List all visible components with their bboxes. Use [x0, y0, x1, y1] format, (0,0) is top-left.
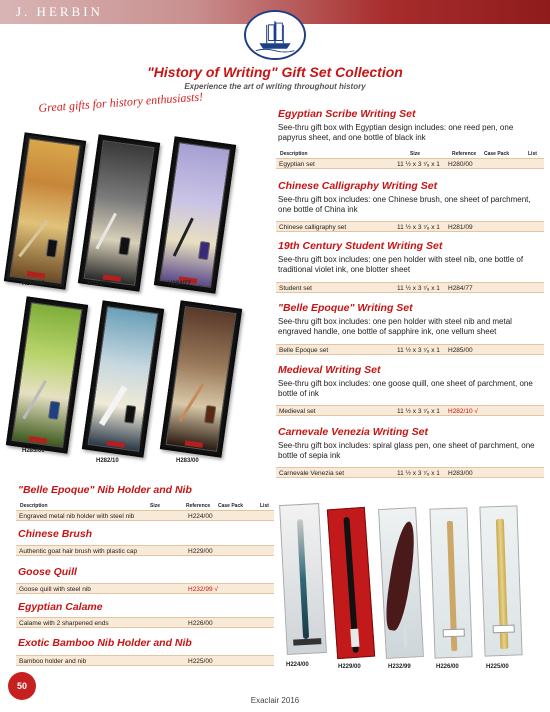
page-title: "History of Writing" Gift Set Collection	[147, 64, 403, 80]
section-medieval	[278, 364, 540, 399]
section-description: See-thru gift box with Egyptian design includes: one reed pen, one papyrus sheet, and one bottle of black ink	[278, 123, 514, 142]
section-title: 19th Century Student Writing Set	[278, 240, 443, 252]
page-subtitle: Experience the art of writing throughout history	[184, 82, 366, 91]
table-row	[276, 405, 544, 416]
col-header-size: Size	[150, 503, 161, 509]
section-title: Egyptian Calame	[18, 601, 103, 613]
section-belle-epoque	[278, 302, 540, 337]
table-row	[16, 583, 274, 594]
table-row	[276, 282, 544, 293]
product-card-h226	[429, 507, 472, 658]
row-size: 11 ½ x 3 ⁷⁄₈ x 1	[397, 224, 440, 231]
table-row	[276, 344, 544, 355]
row-size: 11 ½ x 3 ⁷⁄₈ x 1	[397, 285, 440, 292]
row-reference: H284/77	[448, 285, 473, 292]
row-reference: H282/10 √	[448, 408, 478, 415]
row-description: Engraved metal nib holder with steel nib	[19, 513, 135, 520]
row-reference: H229/00	[188, 548, 213, 555]
row-description: Medieval set	[279, 408, 316, 415]
section-carnevale	[278, 426, 540, 461]
product-sku: H283/00	[176, 458, 199, 464]
col-header-size: Size	[410, 151, 421, 157]
product-sku: H225/00	[486, 664, 509, 670]
section-title: "Belle Epoque" Nib Holder and Nib	[18, 484, 192, 496]
product-sku: H281/09	[88, 281, 111, 287]
product-image-h282	[82, 300, 164, 457]
product-sku: H284/77	[168, 281, 191, 287]
product-image-h280	[4, 132, 86, 289]
brand-name: J. HERBIN	[16, 4, 103, 19]
product-card-h229	[327, 507, 375, 659]
page-number-badge: 50	[8, 672, 36, 700]
product-sku: H232/99	[388, 664, 411, 670]
row-reference: H232/99 √	[188, 586, 218, 593]
row-description: Chinese calligraphy set	[279, 224, 347, 231]
col-header-reference: Reference	[186, 503, 211, 509]
row-reference: H224/00	[188, 513, 213, 520]
tagline: Great gifts for history enthusiasts!	[38, 89, 204, 115]
table-row	[276, 221, 544, 232]
row-reference: H226/00	[188, 620, 213, 627]
row-description: Authentic goat hair brush with plastic cap	[19, 548, 138, 555]
col-header-list: List	[260, 503, 269, 509]
row-description: Student set	[279, 285, 312, 292]
section-chinese-calligraphy	[278, 180, 540, 215]
table-row	[276, 158, 544, 169]
section-student	[278, 240, 540, 275]
row-reference: H281/09	[448, 224, 473, 231]
section-title: "Belle Epoque" Writing Set	[278, 302, 413, 314]
row-description: Bamboo holder and nib	[19, 658, 87, 665]
product-sku: H285/00	[22, 448, 45, 454]
row-size: 11 ½ x 3 ⁷⁄₈ x 1	[397, 347, 440, 354]
row-reference: H225/00	[188, 658, 213, 665]
product-card-h232	[378, 507, 424, 659]
section-title: Egyptian Scribe Writing Set	[278, 108, 416, 120]
row-description: Carnevale Venezia set	[279, 470, 345, 477]
row-reference: H285/00	[448, 347, 473, 354]
table-row	[16, 617, 274, 628]
col-header-list: List	[528, 151, 537, 157]
product-image-h284	[154, 136, 236, 293]
product-image-h281	[78, 134, 160, 291]
col-header-reference: Reference	[452, 151, 477, 157]
table-row	[276, 467, 544, 478]
section-description: See-thru gift box includes: one Chinese brush, one sheet of parchment, one bottle of China ink	[278, 195, 531, 214]
row-size: 11 ½ x 3 ⁷⁄₈ x 1	[397, 408, 440, 415]
product-image-h285	[6, 296, 88, 453]
section-egyptian-scribe	[278, 108, 540, 143]
product-sku: H282/10	[96, 458, 119, 464]
section-title: Exotic Bamboo Nib Holder and Nib	[18, 637, 192, 649]
col-header-case-pack: Case Pack	[484, 151, 510, 157]
row-size: 11 ½ x 3 ⁷⁄₈ x 1	[397, 470, 440, 477]
product-sku: H280/00	[22, 281, 45, 287]
section-description: See-thru gift box includes: one pen holder with steel nib and metal engraved handle, one bottle of sapphire ink, one vellum sheet	[278, 317, 512, 336]
table-row	[16, 510, 274, 521]
row-description: Goose quill with steel nib	[19, 586, 91, 593]
product-sku: H229/00	[338, 664, 361, 670]
section-title: Carnevale Venezia Writing Set	[278, 426, 428, 438]
section-description: See-thru gift box includes: one goose quill, one sheet of parchment, one bottle of ink	[278, 379, 533, 398]
col-header-case-pack: Case Pack	[218, 503, 244, 509]
product-card-h225	[479, 505, 522, 656]
section-title: Chinese Calligraphy Writing Set	[278, 180, 438, 192]
product-sku: H224/00	[286, 662, 309, 668]
col-header-description: Description	[20, 503, 48, 509]
table-row	[16, 545, 274, 556]
row-reference: H283/00	[448, 470, 473, 477]
product-sku: H226/00	[436, 664, 459, 670]
footer-text: Exaclair 2016	[250, 696, 300, 705]
ship-logo-icon	[244, 10, 306, 60]
section-description: See-thru gift box includes: one pen holder with steel nib, one bottle of traditional violet ink, one blotter sheet	[278, 255, 524, 274]
row-size: 11 ½ x 3 ⁷⁄₈ x 1	[397, 161, 440, 168]
section-title: Chinese Brush	[18, 528, 93, 540]
table-row	[16, 655, 274, 666]
product-card-h224	[279, 503, 327, 655]
col-header-description: Description	[280, 151, 308, 157]
row-description: Calame with 2 sharpened ends	[19, 620, 109, 627]
section-title: Medieval Writing Set	[278, 364, 381, 376]
section-title: Goose Quill	[18, 566, 77, 578]
row-reference: H280/00	[448, 161, 473, 168]
section-description: See-thru gift box includes: spiral glass pen, one sheet of parchment, one bottle of sepia ink	[278, 441, 535, 460]
row-description: Egyptian set	[279, 161, 315, 168]
product-image-h283	[160, 300, 242, 457]
row-description: Belle Epoque set	[279, 347, 329, 354]
